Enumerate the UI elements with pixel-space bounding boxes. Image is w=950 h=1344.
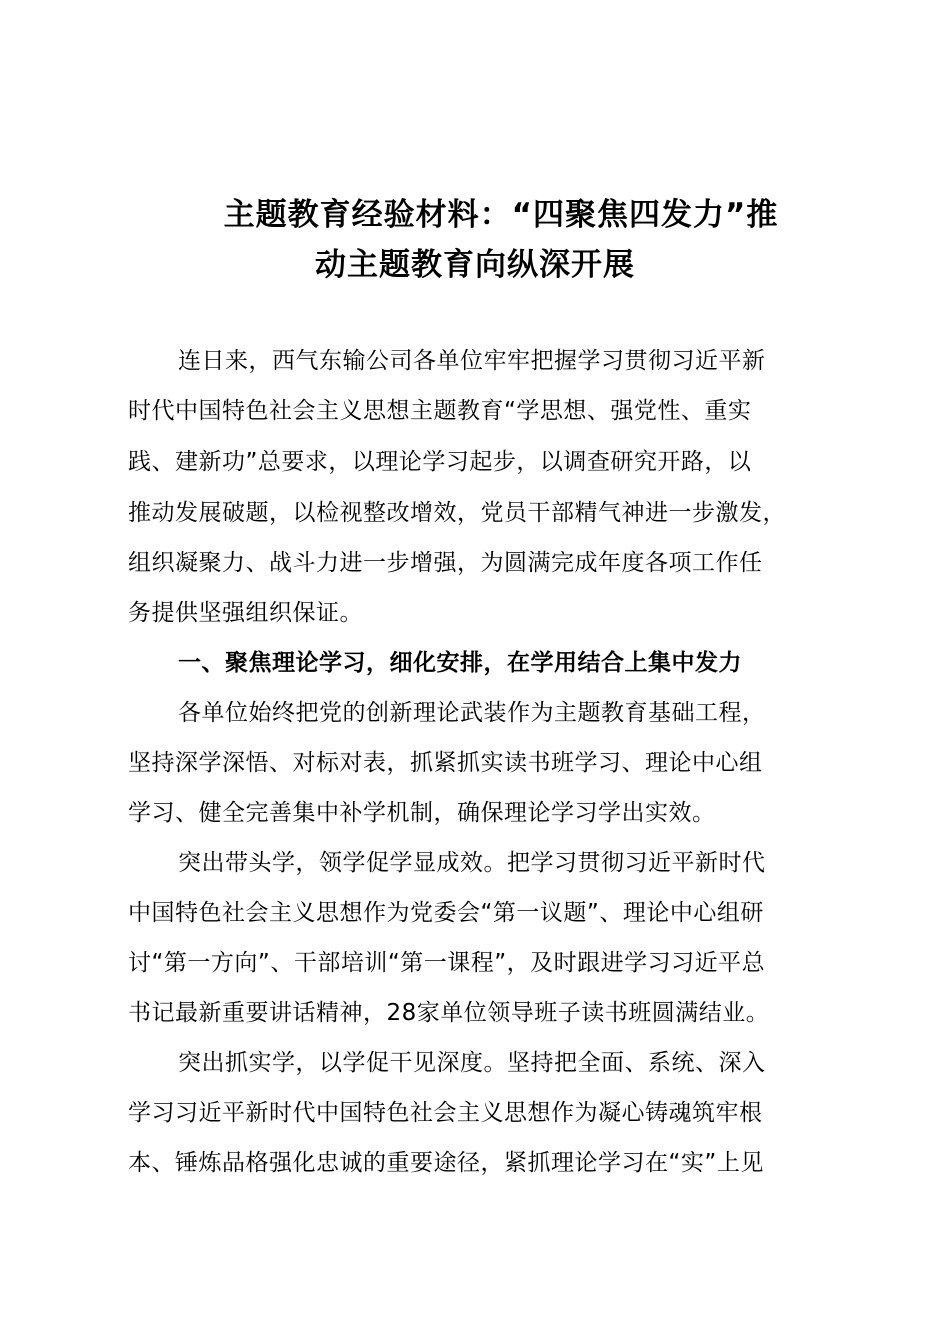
paragraph-line: 组织凝聚力、战斗力进一步增强，为圆满完成年度各项工作任 bbox=[128, 550, 763, 576]
paragraph-line: 讨“第一方向”、干部培训“第一课程”，及时跟进学习习近平总 bbox=[128, 950, 766, 976]
paragraph-line: 推动发展破题，以检视整改增效，党员干部精气神进一步激发， bbox=[128, 500, 786, 526]
document-title-line-1: 主题教育经验材料：“四聚焦四发力”推 bbox=[223, 197, 779, 233]
paragraph-line: 学习习近平新时代中国特色社会主义思想作为凝心铸魂筑牢根 bbox=[128, 1100, 763, 1126]
paragraph-line: 务提供坚强组织保证。 bbox=[128, 600, 363, 626]
paragraph-line: 中国特色社会主义思想作为党委会“第一议题”、理论中心组研 bbox=[128, 900, 764, 926]
paragraph-line: 坚持深学深悟、对标对表，抓紧抓实读书班学习、理论中心组 bbox=[128, 750, 763, 776]
section-heading: 一、聚焦理论学习，细化安排，在学用结合上集中发力 bbox=[178, 650, 742, 676]
paragraph-line: 各单位始终把党的创新理论武装作为主题教育基础工程， bbox=[178, 700, 766, 726]
paragraph-line: 本、锤炼品格强化忠诚的重要途径，紧抓理论学习在“实”上见 bbox=[128, 1150, 764, 1176]
paragraph-line: 书记最新重要讲话精神，28家单位领导班子读书班圆满结业。 bbox=[128, 1000, 770, 1026]
paragraph-line: 学习、健全完善集中补学机制，确保理论学习学出实效。 bbox=[128, 800, 716, 826]
paragraph-line: 践、建新功”总要求，以理论学习起步，以调查研究开路，以 bbox=[128, 449, 752, 475]
paragraph-line: 连日来，西气东输公司各单位牢牢把握学习贯彻习近平新 bbox=[178, 348, 766, 374]
paragraph-line: 时代中国特色社会主义思想主题教育“学思想、强党性、重实 bbox=[128, 398, 752, 424]
document-title-line-2: 动主题教育向纵深开展 bbox=[315, 247, 635, 283]
paragraph-line: 突出抓实学，以学促干见深度。坚持把全面、系统、深入 bbox=[178, 1050, 766, 1076]
paragraph-line: 突出带头学，领学促学显成效。把学习贯彻习近平新时代 bbox=[178, 850, 766, 876]
